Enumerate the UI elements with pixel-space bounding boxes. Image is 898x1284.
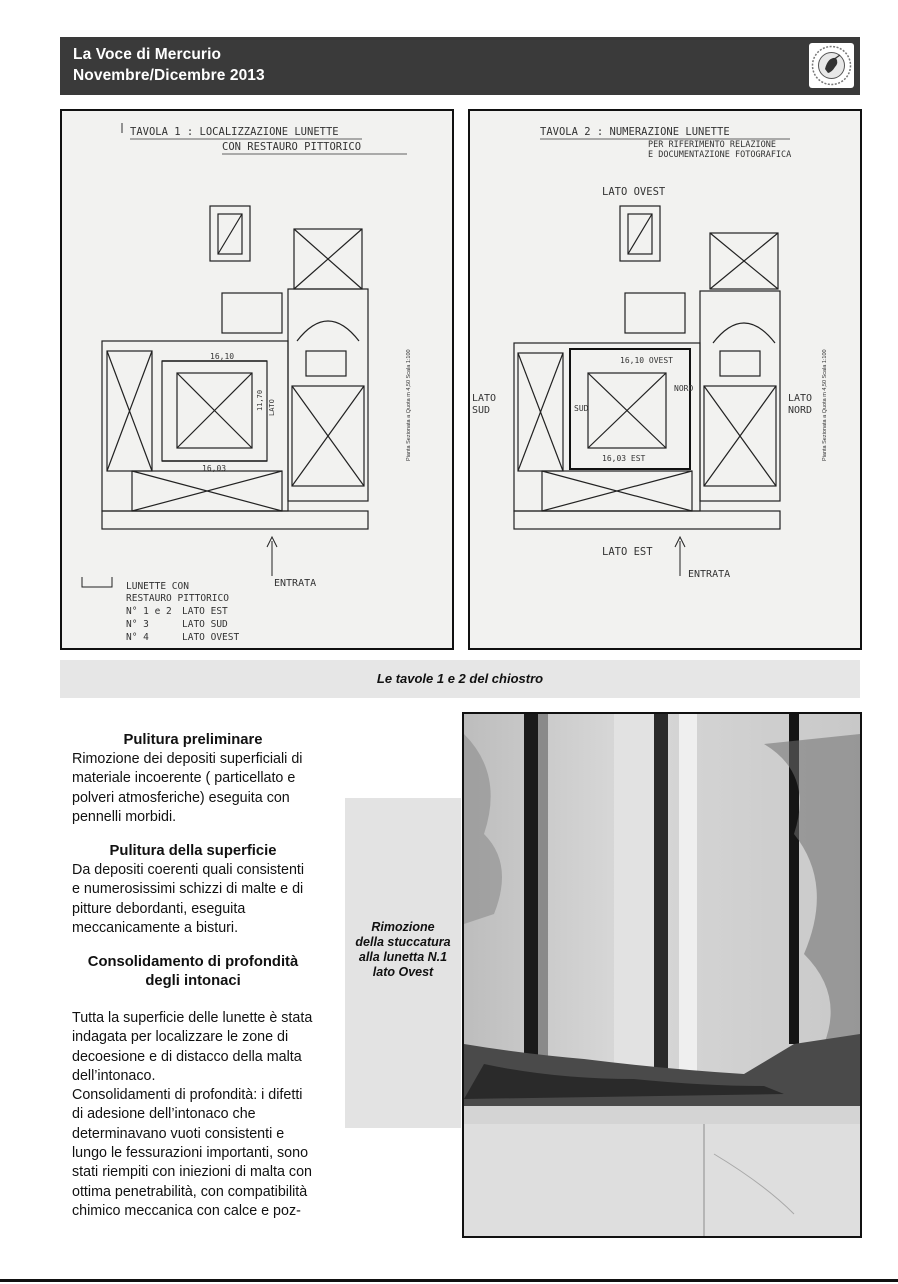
section-paragraph: Da depositi coerenti quali consistenti e numerosissimi schizzi di malte e di pitture debordanti, eseguita meccanicamente a bisturi. — [72, 862, 305, 936]
legend-row-2-lato: LATO SUD — [182, 619, 228, 630]
tavola-2-lato-sud-1: LATO — [472, 393, 497, 404]
tavola-1-dim-side: 11,70 — [256, 389, 264, 411]
section-heading: Pulitura della superficie — [109, 843, 277, 859]
photo-caption — [345, 920, 461, 980]
tavola-2-inner-est: 16,03 EST — [602, 454, 646, 463]
section-heading: Consolidamento di profondità degli intonaci — [87, 954, 299, 989]
figure-caption: Le tavole 1 e 2 del chiostro — [376, 671, 544, 686]
tavola-2-lato-sud-2: SUD — [472, 405, 491, 416]
tavola-2-plan — [468, 109, 862, 650]
tavola-2-subtitle-1: PER RIFERIMENTO RELAZIONE — [648, 140, 776, 150]
section-paragraph: Consolidamenti di profondità: i difetti di adesione dell’intonaco che determinavano vuoti consistenti e lungo le fessurazioni importanti, sono stati riempiti con iniezioni di malta con ottima penetrabilità, con compatibilità chimico meccanica con calce e poz- — [72, 1087, 312, 1219]
tavola-2-inner-sud: SUD — [574, 404, 589, 413]
tavola-1-plan — [60, 109, 454, 650]
issue-date: Novembre/Dicembre 2013 — [73, 67, 265, 84]
tavola-2-lato-ovest: LATO OVEST — [602, 186, 666, 198]
legend-title-1: LUNETTE CON — [126, 581, 189, 592]
photo-caption-line-3: alla lunetta N.1 — [358, 950, 448, 964]
section-consolidamento — [72, 953, 314, 1221]
tavola-1-subtitle: CON RESTAURO PITTORICO — [222, 141, 362, 153]
tavola-1-dim-top: 16,10 — [210, 352, 235, 361]
photo-caption-line-1: Rimozione — [371, 920, 435, 934]
tavola-2-scale-note: Pianta Sezionata a Quota m 4,50 Scala 1:100 — [822, 349, 828, 461]
legend-row-1-n: N° 1 e 2 — [126, 606, 172, 617]
tavola-2-inner-ovest: 16,10 OVEST — [620, 356, 673, 365]
section-paragraph: Rimozione dei depositi superficiali di materiale incoerente ( particellato e polveri atmosferiche) eseguita con pennelli morbidi. — [72, 751, 303, 825]
tavola-2-inner-nord: NORD — [674, 384, 694, 393]
tavola-2-entrance: ENTRATA — [688, 569, 731, 580]
photo-caption-box — [345, 798, 461, 1128]
page-header — [60, 37, 860, 95]
legend-row-1-lato: LATO EST — [182, 606, 228, 617]
tavola-1-entrance: ENTRATA — [274, 578, 317, 589]
tavola-2-subtitle-2: E DOCUMENTAZIONE FOTOGRAFICA — [648, 150, 792, 160]
legend-row-3-n: N° 4 — [126, 632, 149, 643]
lunette-photo — [462, 712, 862, 1238]
photo-caption-line-2: della stuccatura — [355, 935, 451, 949]
tavola-2-lato-est: LATO EST — [602, 546, 653, 558]
tavola-2-lato-nord-1: LATO — [788, 393, 813, 404]
tavola-1-dim-bottom: 16,03 — [202, 464, 227, 473]
photo-caption-line-4: lato Ovest — [372, 965, 434, 979]
page-bottom-rule — [0, 1279, 898, 1282]
figure-caption-bar — [60, 660, 860, 698]
newspaper-seal-icon — [809, 43, 854, 88]
legend-row-3-lato: LATO OVEST — [182, 632, 240, 643]
tavola-1-lato: LATO — [268, 399, 276, 416]
section-pulitura-preliminare — [72, 731, 314, 827]
section-pulitura-superficie — [72, 842, 314, 938]
legend-title-2: RESTAURO PITTORICO — [126, 593, 229, 604]
publication-title: La Voce di Mercurio — [73, 46, 222, 63]
section-paragraph: Tutta la superficie delle lunette è stata indagata per localizzare le zone di decoesione e di distacco della malta dell’intonaco. — [72, 1010, 313, 1084]
tavola-2-lato-nord-2: NORD — [788, 405, 813, 416]
legend-row-2-n: N° 3 — [126, 619, 149, 630]
section-heading: Pulitura preliminare — [123, 732, 263, 748]
tavola-1-scale-note: Pianta Sezionata a Quota m 4,50 Scala 1:100 — [406, 349, 412, 461]
tavola-1-title: TAVOLA 1 : LOCALIZZAZIONE LUNETTE — [130, 126, 339, 138]
tavola-2-title: TAVOLA 2 : NUMERAZIONE LUNETTE — [540, 126, 730, 138]
